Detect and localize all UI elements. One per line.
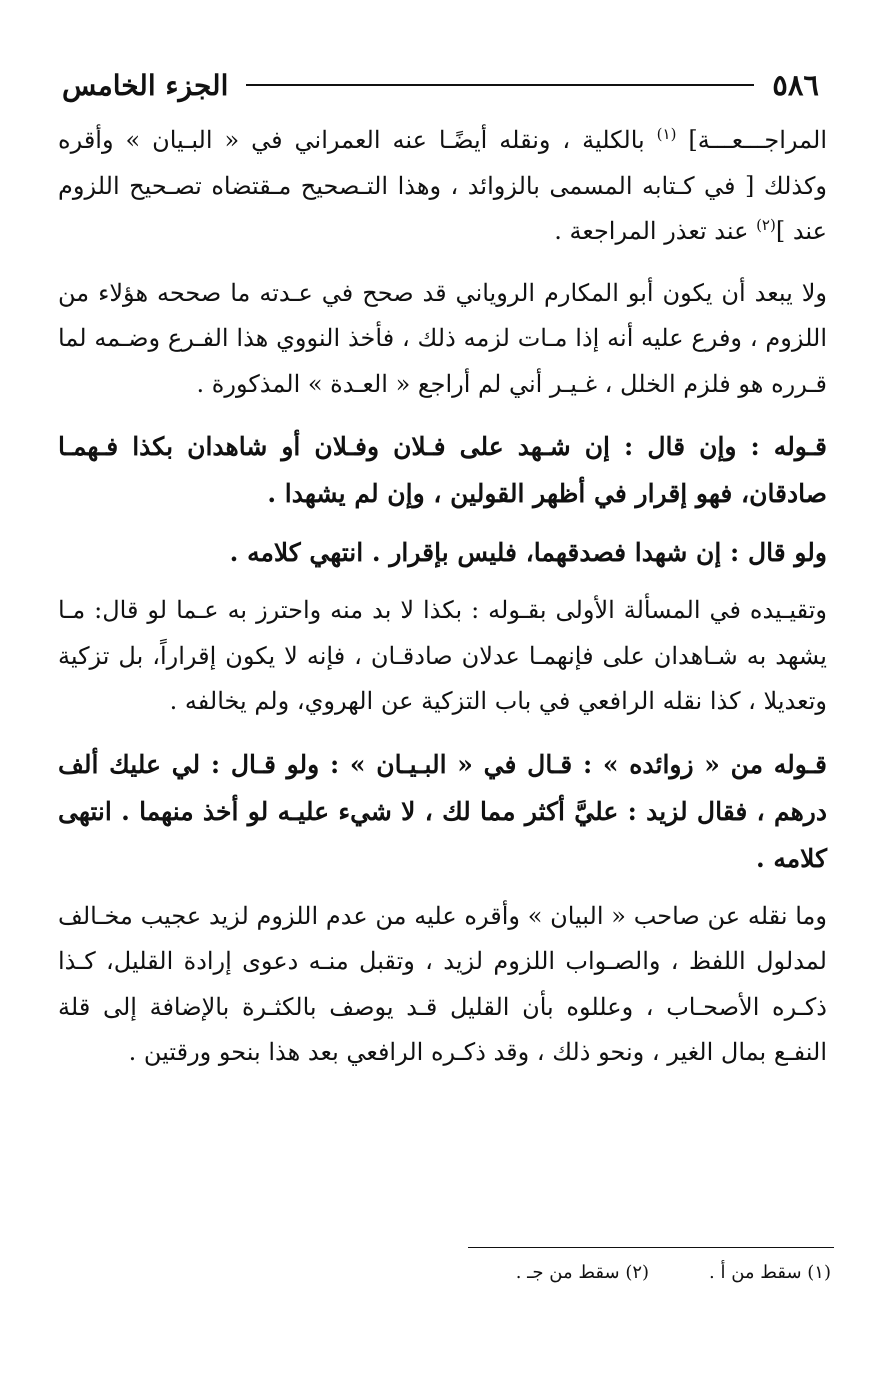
footnote-2: (٢) سقط من جـ . xyxy=(515,1262,650,1283)
quoted-statement-3: قـوله من « زوائده » : قـال في « البـيـان » : ولو قـال : لي عليك ألف درهم ، فقال لزيد : عليَّ أكثر مما لك ، لا شيء عليـه لو أخذ منهما . انتهى كلامه . xyxy=(58,749,827,873)
page-header xyxy=(62,62,819,108)
paragraph-7: وما نقله عن صاحب « البيان » وأقره عليه من عدم اللزوم لزيد عجيب مخـالف لمدلول اللفظ ، والصـواب اللزوم لزيد ، وتقبل منـه دعوى إرادة القليل، كـذا ذكـره الأصحـاب ، وعللوه بأن القليل قـد يوصف بالكثـرة بالإضافة إلى قلة النفـع بمال الغير ، ونحو ذلك ، وقد ذكـره الرافعي بعد هذا بنحو ورقتين . xyxy=(58,901,827,1066)
footnote-ref-2: (٢) xyxy=(756,216,776,234)
paragraph-1-text-a: المراجـــعـــة] xyxy=(676,126,827,154)
paragraph-5: وتقيـيده في المسألة الأولى بقـوله : بكذا لا بد منه واحترز به عـما لو قال: مـا يشهد به شـاهدان على فإنهمـا عدلان صادقـان ، فإنه لا يكون إقراراً، بل تزكية وتعديلا ، كذا نقله الرافعي في باب التزكية عن الهروي، ولم يخالفه . xyxy=(58,596,827,715)
footnote-rule xyxy=(468,1247,834,1248)
header-rule xyxy=(246,84,754,86)
footnote-1: (١) سقط من أ . xyxy=(709,1262,831,1283)
page-body xyxy=(58,118,827,1092)
page-number: ٥٨٦ xyxy=(772,68,819,102)
paragraph-1-text-c: عند تعذر المراجعة . xyxy=(554,217,757,245)
quoted-statement-2: ولو قال : إن شهدا فصدقهما، فليس بإقرار . انتهي كلامه . xyxy=(229,538,827,567)
part-title: الجزء الخامس xyxy=(62,68,229,102)
paragraph-1-text-b: بالكلية ، ونقله أيضًـا عنه العمراني في « البـيان » وأقره وكذلك [ في كـتابه المسمى بالزوائد ، وهذا التـصحيح مـقتضاه تصـحيح اللزوم عند ] xyxy=(58,126,827,245)
footnotes xyxy=(411,1262,831,1283)
paragraph-1 xyxy=(58,118,827,255)
paragraph-2: ولا يبعد أن يكون أبو المكارم الروياني قد صحح في عـدته ما صححه هؤلاء من اللزوم ، وفرع عليه أنه إذا مـات لزمه ذلك ، فأخذ النووي هذا الفـرع وضـمه لما قـرره هو فلزم الخلل ، غـيـر أني لم أراجع « العـدة » المذكورة . xyxy=(58,278,827,398)
quoted-statement-1: قـوله : وإن قال : إن شـهد على فـلان وفـلان أو شاهدان بكذا فـهمـا صادقان، فهو إقرار في أظهر القولين ، وإن لم يشهدا . xyxy=(58,432,827,508)
footnote-ref-1: (١) xyxy=(656,125,677,143)
